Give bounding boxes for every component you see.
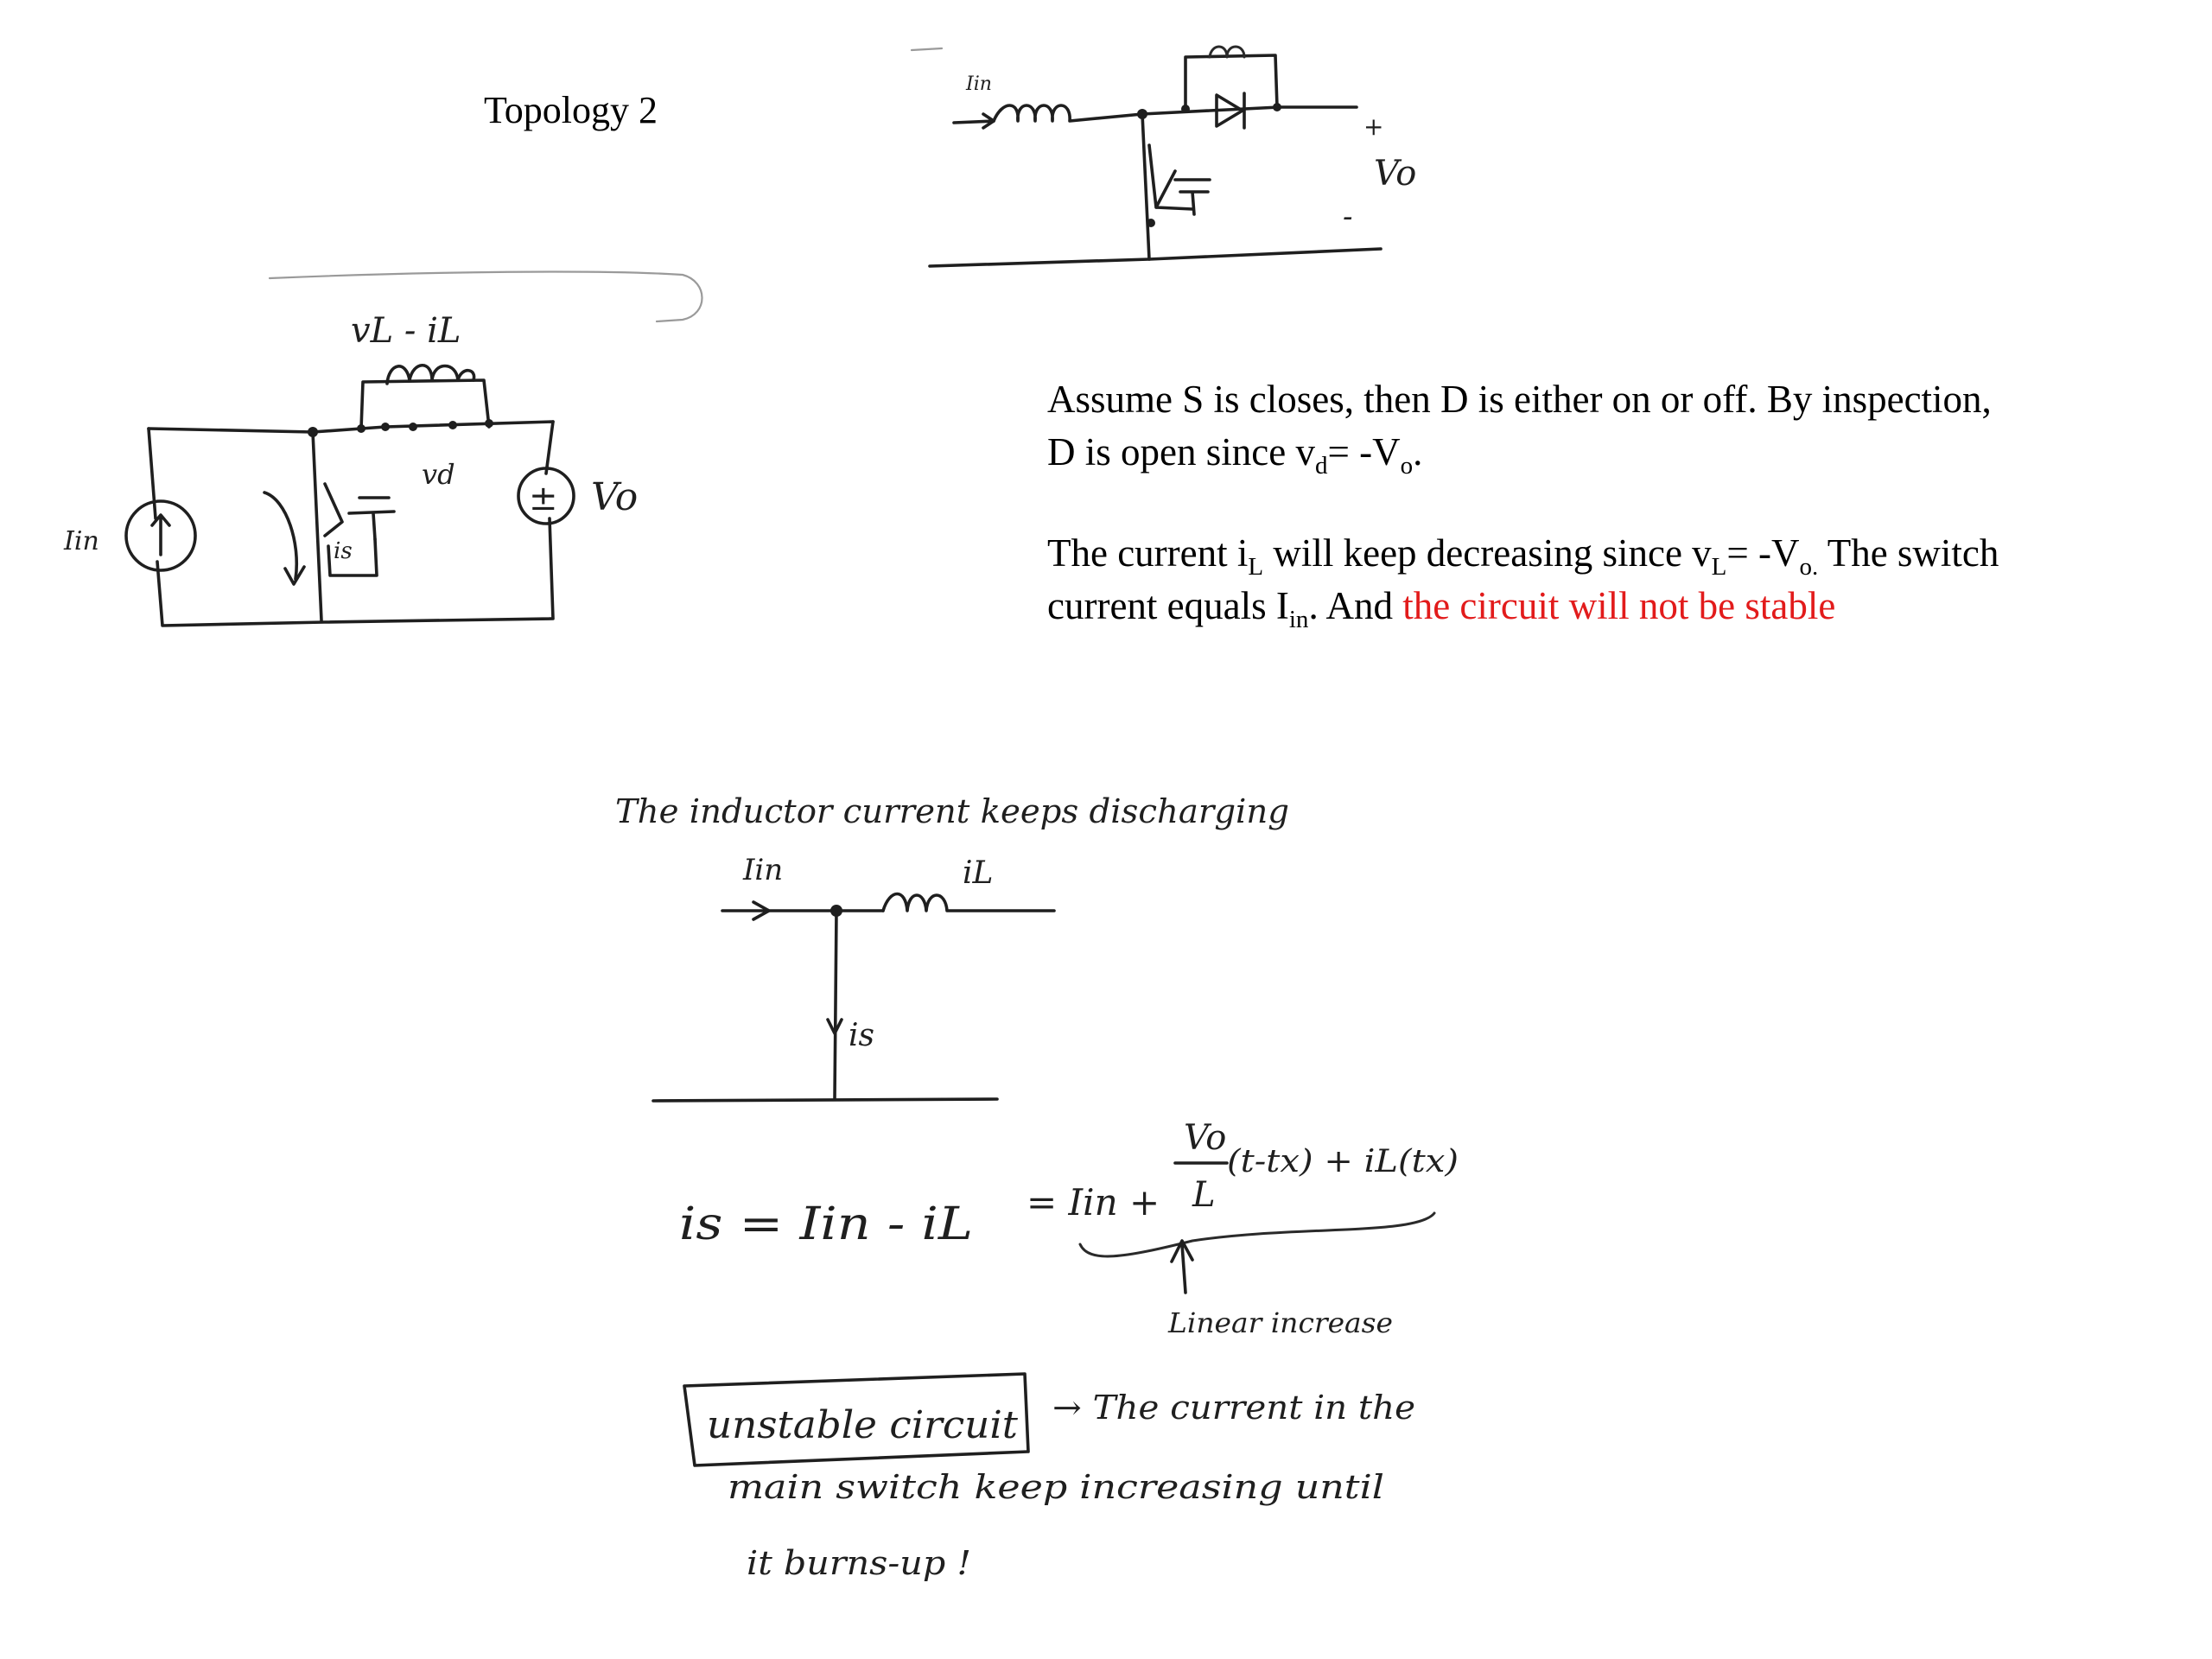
- equation-left: is = Iin - iL: [679, 1198, 973, 1250]
- unstable-conclusion: the circuit will not be stable: [1402, 584, 1836, 627]
- explanation-paragraph-1: Assume S is closes, then D is either on or off. By inspection, D is open since $v_d= -V_o$.: [1047, 378, 1992, 480]
- left-switch-label: is: [334, 538, 353, 564]
- left-diode-label: vd: [422, 458, 455, 491]
- notes-is-label: is: [849, 1018, 874, 1053]
- left-circuit: [63, 311, 638, 626]
- top-diode-bypass: [1185, 55, 1277, 109]
- top-current-arrow: [954, 114, 994, 128]
- top-ground-wire: [930, 249, 1381, 266]
- top-inductor: [994, 105, 1357, 121]
- note-line-2: main switch keep increasing until: [728, 1468, 1384, 1506]
- notes-heading: The inductor current keeps discharging: [615, 792, 1289, 830]
- top-current-label: Iin: [966, 73, 992, 95]
- slide-title: Topology 2: [484, 89, 658, 131]
- svg-text:-: -: [1343, 200, 1353, 234]
- arrow-note: → The current in the: [1052, 1389, 1415, 1427]
- top-vo-label: Vo: [1374, 154, 1417, 194]
- notes-ground-line: [653, 1099, 997, 1101]
- decorative-stroke: [270, 272, 702, 321]
- left-inductor-label: vL - iL: [351, 311, 461, 351]
- explanation-paragraph-2: The current $i_L$ will keep decreasing since $v_L= -V_{o.}$ The switch current equals $I_{in}$. And the circuit will not be stable: [1047, 531, 1999, 633]
- svg-text:L: L: [1192, 1175, 1216, 1215]
- linear-increase-note: Linear increase: [1166, 1306, 1393, 1339]
- equation-right-b: (t-tx) + iL(tx): [1227, 1144, 1459, 1179]
- top-circuit: [912, 47, 1416, 266]
- svg-text:±: ±: [529, 479, 558, 518]
- equation-right-a: = Iin +: [1027, 1181, 1160, 1224]
- left-source-label: Iin: [64, 526, 99, 556]
- left-output-label: Vo: [591, 475, 639, 519]
- notes-il-label: iL: [963, 855, 994, 891]
- notes-inductor: [883, 894, 1054, 912]
- bottom-notes: [615, 792, 1459, 1582]
- boxed-unstable-text: unstable circuit: [707, 1403, 1019, 1447]
- note-line-3: it burns-up !: [747, 1544, 971, 1582]
- svg-text:Vo: Vo: [1184, 1118, 1227, 1158]
- top-switch: [1149, 145, 1192, 209]
- svg-text:+: +: [1363, 112, 1384, 141]
- notes-iin-label: Iin: [743, 853, 784, 887]
- loop-arrow: [264, 493, 304, 584]
